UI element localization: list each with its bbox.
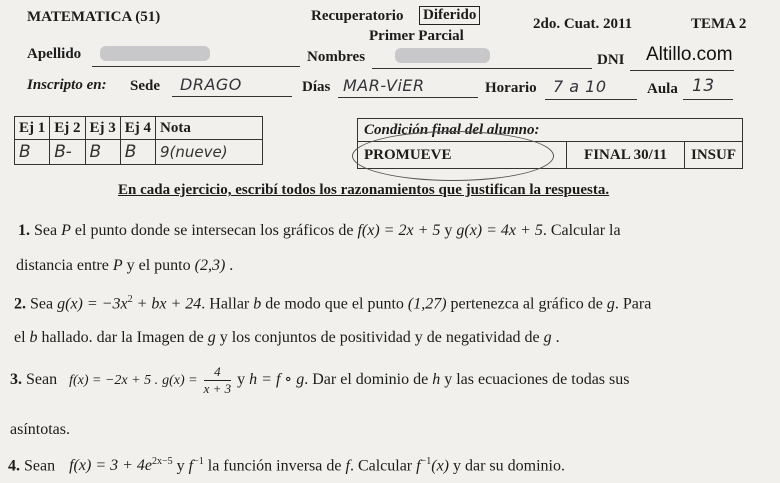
problem-1-number: 1. (18, 222, 30, 239)
math: f (416, 457, 421, 475)
math: f (188, 457, 194, 475)
text: . Calcular (349, 457, 413, 475)
math: g(x) = (162, 373, 198, 389)
dni-line (630, 70, 734, 71)
math: f(x) = −2x + 5 . (69, 373, 159, 389)
instruction: En cada ejercicio, escribí todos los razonamientos que justifican la respuesta. (118, 182, 610, 198)
aula-value: 13 (692, 76, 715, 96)
math: b (29, 329, 38, 346)
text: . Calcular la (542, 222, 621, 239)
condition-promueve: PROMUEVE (358, 142, 567, 169)
exam-name: Primer Parcial (369, 28, 464, 44)
horario-value: 7 a 10 (553, 77, 607, 96)
text: hallado. dar la Imagen de (41, 329, 204, 346)
math: f(x) = 2x + 5 (357, 222, 441, 239)
text: y dar su dominio. (453, 457, 565, 475)
problem-2-line-1 (14, 294, 651, 313)
text: pertenezca al gráfico de (450, 295, 603, 313)
problem-3-line-2 (10, 421, 70, 439)
text: de modo que el punto (265, 295, 404, 313)
text: y (444, 222, 453, 239)
aula-label: Aula (647, 81, 678, 97)
text: distancia entre (16, 257, 109, 274)
inscripto-label: Inscripto en: (27, 77, 107, 93)
text: . (555, 329, 560, 346)
subject-title: MATEMATICA (51) (27, 9, 161, 25)
condition-title: Condición final del alumno: (358, 119, 743, 142)
denominator: x + 3 (203, 381, 232, 396)
exam-mode-box: Diferido (419, 6, 480, 25)
text: y el punto (126, 257, 191, 274)
grade-value-ej2: B- (50, 140, 85, 165)
text: y (237, 371, 246, 389)
grade-value-nota: 9(nueve) (156, 140, 263, 165)
math-exponent: −1 (193, 456, 204, 467)
math: g (543, 329, 552, 346)
promueve-circle (352, 131, 554, 181)
problem-4-line-1 (8, 456, 565, 475)
grade-header-ej4: Ej 4 (120, 117, 155, 140)
math: P (112, 257, 123, 274)
text: Sean (26, 371, 58, 389)
text: el punto donde se intersecan los gráficos de (74, 222, 354, 239)
text: . (229, 257, 234, 274)
grade-value-ej1: B (15, 140, 50, 165)
math: g (207, 329, 216, 346)
apellido-label: Apellido (27, 46, 82, 62)
text: el (14, 329, 26, 346)
problem-2-line-2 (14, 329, 560, 347)
grade-header-nota: Nota (156, 117, 263, 140)
math-exponent: 2 (127, 294, 133, 305)
numerator: 4 (204, 364, 232, 381)
period: 2do. Cuat. 2011 (533, 16, 633, 32)
text: . Para (614, 295, 652, 313)
math: g(x) = −3x (57, 295, 128, 313)
condition-insuf: INSUF (685, 142, 743, 169)
sede-label: Sede (130, 78, 160, 94)
fraction (204, 364, 232, 397)
math: h = f ∘ g (249, 371, 305, 389)
nombres-line (372, 68, 592, 69)
sede-value: DRAGO (180, 75, 242, 94)
math: b (253, 295, 262, 313)
text: y las ecuaciones de todas sus (444, 371, 630, 389)
math: (1,27) (407, 295, 447, 313)
aula-line (683, 99, 733, 100)
text: Sean (24, 457, 56, 475)
math-exponent: 2x−5 (152, 456, 173, 467)
math: (2,3) (194, 257, 226, 274)
dias-label: Días (302, 79, 331, 95)
apellido-line (92, 66, 300, 67)
sede-line (172, 96, 292, 97)
problem-2-number: 2. (14, 295, 26, 313)
math: f(x) = 3 + 4e (69, 457, 153, 475)
math: f (345, 457, 350, 475)
problem-4-number: 4. (8, 457, 20, 475)
text: . Hallar (201, 295, 250, 313)
math: + bx + 24 (132, 295, 202, 313)
text: asíntotas. (10, 421, 70, 438)
theme: TEMA 2 (691, 16, 747, 32)
exam-type: Recuperatorio (311, 8, 404, 24)
redacted-nombres (395, 48, 490, 63)
condition-final: FINAL 30/11 (567, 142, 685, 169)
math: g(x) = 4x + 5 (456, 222, 543, 239)
nombres-label: Nombres (307, 49, 366, 65)
problem-3-line-1 (10, 364, 629, 397)
text: . Dar el dominio de (304, 371, 429, 389)
math: P (61, 222, 71, 239)
dias-value: MAR-ViER (343, 76, 425, 95)
grades-table (14, 116, 263, 165)
grade-header-ej2: Ej 2 (50, 117, 85, 140)
grade-header-ej3: Ej 3 (85, 117, 120, 140)
grade-header-ej1: Ej 1 (15, 117, 50, 140)
math: (x) (431, 457, 449, 475)
redacted-apellido (100, 46, 210, 61)
text: y (176, 457, 185, 475)
problem-3-number: 3. (10, 371, 22, 389)
grade-value-ej4: B (120, 140, 155, 165)
math: h (432, 371, 441, 389)
text: Sea (34, 222, 58, 239)
text: y los conjuntos de positividad y de negatividad de (219, 329, 540, 346)
text: la función inversa de (207, 457, 342, 475)
text: Sea (30, 295, 54, 313)
dias-line (338, 97, 478, 98)
math-exponent: −1 (420, 456, 432, 467)
problem-1-line-1 (18, 222, 621, 240)
problem-1-line-2 (16, 257, 233, 275)
dni-label: DNI (597, 52, 625, 68)
horario-line (545, 99, 637, 100)
watermark: Altillo.com (646, 44, 733, 65)
math: g (606, 295, 615, 313)
grade-value-ej3: B (85, 140, 120, 165)
horario-label: Horario (485, 80, 537, 96)
